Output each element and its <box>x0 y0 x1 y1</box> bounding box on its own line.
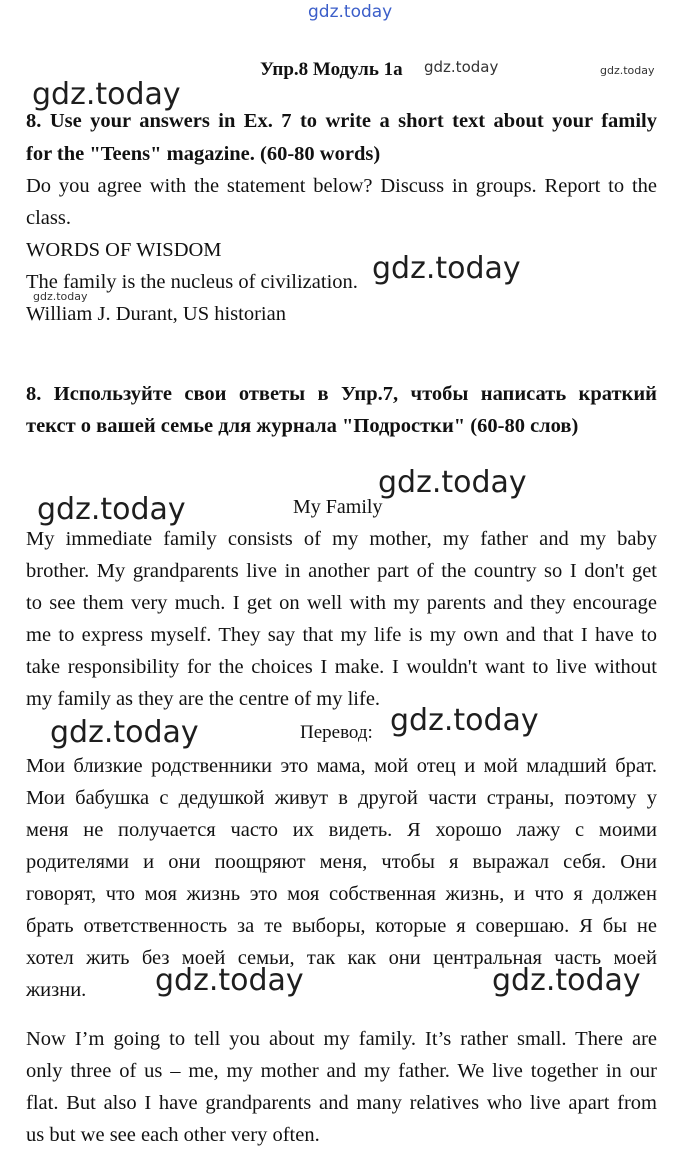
quote-author: William J. Durant, US historian <box>26 303 286 325</box>
page-title: Упр.8 Модуль 1а <box>260 59 403 80</box>
essay-line: me to express myself. They say that my life is my own and that I have to <box>26 624 657 646</box>
watermark: gdz.today <box>492 963 641 998</box>
extra-line: flat. But also I have grandparents and many relatives who live apart from <box>26 1092 657 1114</box>
essay-line: My immediate family consists of my mother, my father and my baby <box>26 528 657 550</box>
translation-line: брать ответственность за те выборы, которые я совершаю. Я бы не <box>26 915 657 937</box>
translation-line: жизни. <box>26 979 87 1001</box>
watermark: gdz.today <box>390 703 539 738</box>
essay-line: to see them very much. I get on well with my parents and they encourage <box>26 592 657 614</box>
discussion-line: Do you agree with the statement below? Discuss in groups. Report to the <box>26 175 657 197</box>
task-en-line: 8. Use your answers in Ex. 7 to write a short text about your family <box>26 110 657 132</box>
discussion-line: class. <box>26 207 71 229</box>
watermark: gdz.today <box>372 251 521 286</box>
translation-line: хотел жить без моей семьи, так как они центральная часть моей <box>26 947 657 969</box>
watermark: gdz.today <box>32 77 181 112</box>
watermark: gdz.today <box>378 465 527 500</box>
watermark: gdz.today <box>33 290 88 303</box>
translation-line: меня не получается часто их видеть. Я хорошо лажу с моими <box>26 819 657 841</box>
essay-line: brother. My grandparents live in another part of the country so I don't get <box>26 560 657 582</box>
task-en-line: for the "Teens" magazine. (60-80 words) <box>26 143 381 165</box>
watermark: gdz.today <box>155 963 304 998</box>
translation-line: Мои близкие родственники это мама, мой отец и мой младший брат. <box>26 755 657 777</box>
extra-line: us but we see each other very often. <box>26 1124 320 1146</box>
translation-line: Мои бабушка с дедушкой живут в другой части страны, поэтому у <box>26 787 657 809</box>
translation-line: родителями и они поощряют меня, чтобы я выражал себя. Они <box>26 851 657 873</box>
extra-line: Now I’m going to tell you about my family. It’s rather small. There are <box>26 1028 657 1050</box>
translation-line: говорят, что моя жизнь это моя собственная жизнь, и что я должен <box>26 883 657 905</box>
translation-label: Перевод: <box>300 722 373 743</box>
essay-line: my family as they are the centre of my life. <box>26 688 381 710</box>
essay-line: take responsibility for the choices I make. I wouldn't want to live without <box>26 656 657 678</box>
watermark-top: gdz.today <box>308 2 393 22</box>
extra-line: only three of us – me, my mother and my father. We live together in our <box>26 1060 657 1082</box>
task-ru-line: 8. Используйте свои ответы в Упр.7, чтобы написать краткий <box>26 383 657 405</box>
watermark: gdz.today <box>424 58 499 76</box>
watermark: gdz.today <box>600 64 655 77</box>
watermark: gdz.today <box>37 492 186 527</box>
words-of-wisdom-heading: WORDS OF WISDOM <box>26 239 222 261</box>
watermark: gdz.today <box>50 715 199 750</box>
quote: The family is the nucleus of civilization. <box>26 271 358 293</box>
essay-title: My Family <box>293 496 383 518</box>
task-ru-line: текст о вашей семье для журнала "Подростки" (60-80 слов) <box>26 415 579 437</box>
